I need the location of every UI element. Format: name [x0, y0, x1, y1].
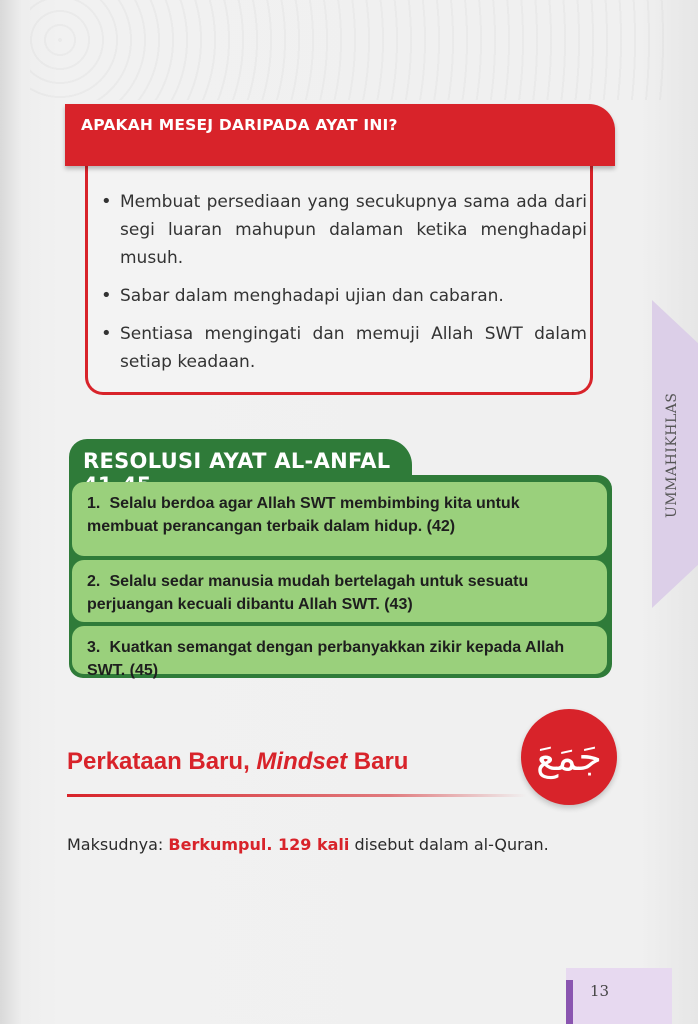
arabic-word-badge [521, 709, 617, 805]
resolution-item: 3. Kuatkan semangat dengan perbanyakkan zikir kepada Allah SWT. (45) [72, 626, 607, 674]
word-meaning: Maksudnya: Berkumpul. 129 kali disebut dalam al-Quran. [67, 835, 549, 854]
resolution-item: 1. Selalu berdoa agar Allah SWT membimbing kita untuk membuat perancangan terbaik dalam hidup. (42) [72, 482, 607, 556]
new-word-title: Perkataan Baru, Mindset Baru [67, 748, 409, 775]
page-number-box [566, 968, 672, 1024]
resolution-item: 2. Selalu sedar manusia mudah bertelagah untuk sesuatu perjuangan kecuali dibantu Allah SWT. (43) [72, 560, 607, 622]
page-number-accent [566, 980, 573, 1024]
message-box-title: APAKAH MESEJ DARIPADA AYAT INI? [81, 116, 398, 134]
bullet-icon: • [101, 191, 112, 212]
resolution-title: RESOLUSI AYAT AL-ANFAL [83, 449, 391, 473]
bullet-icon: • [101, 285, 112, 306]
message-point: • Sentiasa mengingati dan memuji Allah SWT dalam setiap keadaan. [100, 320, 587, 376]
message-box-header [65, 104, 615, 166]
bullet-icon: • [101, 323, 112, 344]
decorative-pattern [30, 0, 670, 100]
title-underline [67, 794, 527, 797]
side-tab-label: UMMAHIKHLAS [664, 392, 680, 518]
message-point: • Membuat persediaan yang secukupnya sama ada dari segi luaran mahupun dalaman ketika menghadapi musuh. [100, 188, 587, 272]
message-list [100, 188, 587, 386]
arabic-word: جَمَعَ [536, 735, 602, 779]
message-point: • Sabar dalam menghadapi ujian dan cabaran. [100, 282, 587, 310]
page-number: 13 [590, 982, 610, 1000]
